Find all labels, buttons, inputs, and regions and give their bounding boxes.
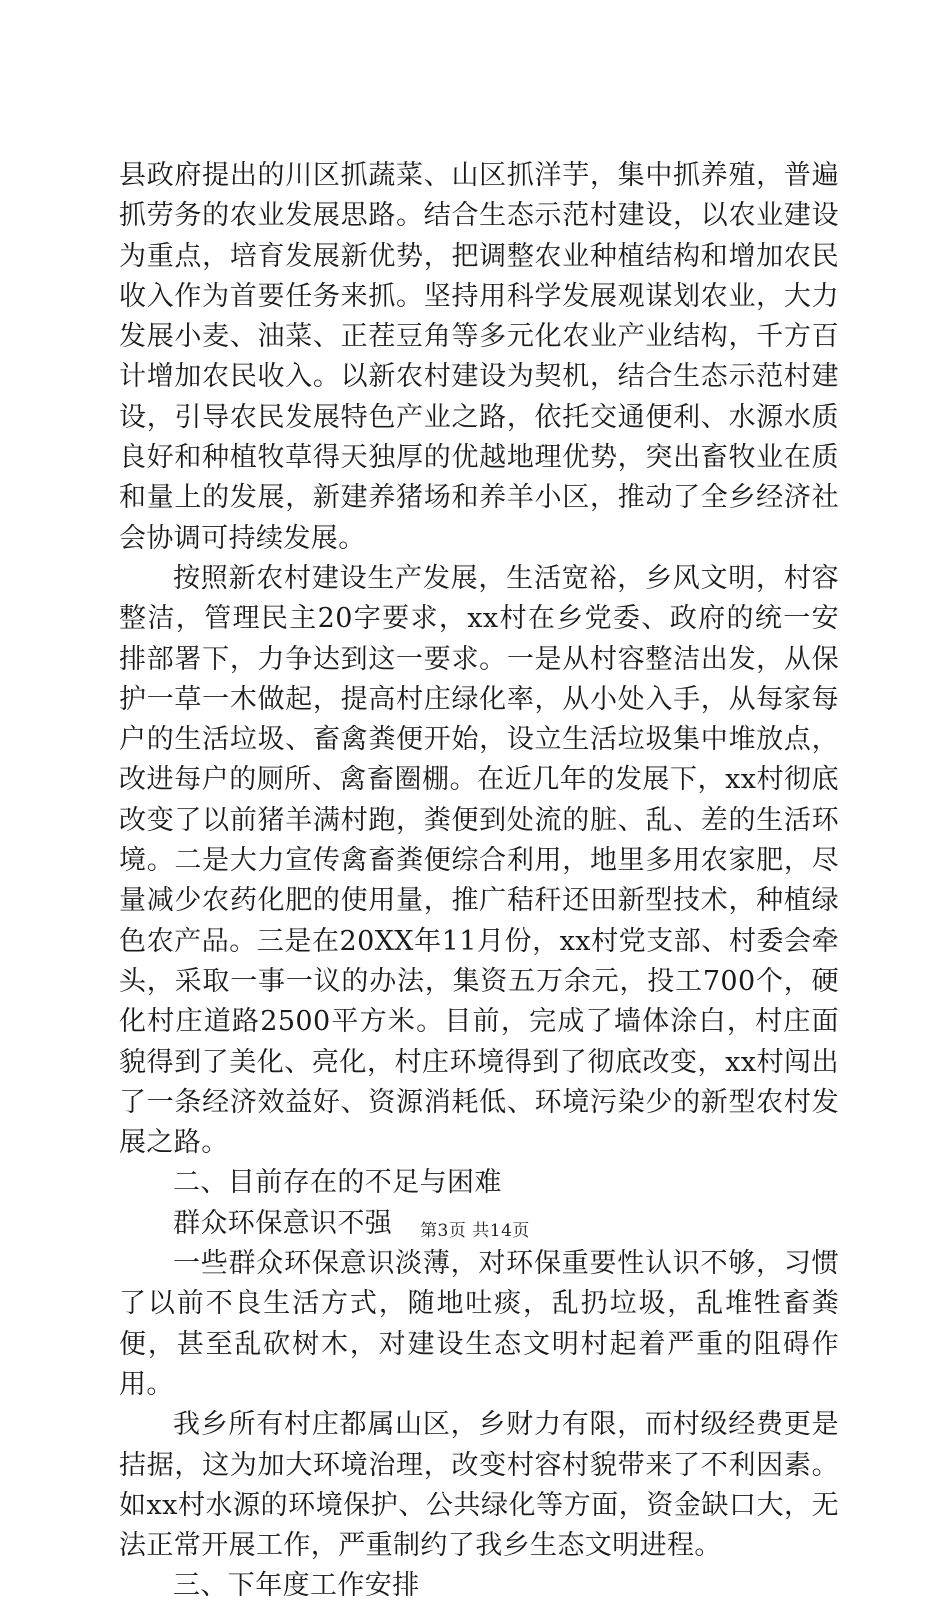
- section-heading-next-year: 三、下年度工作安排: [173, 1570, 420, 1602]
- paragraph-awareness: 一些群众环保意识淡薄，对环保重要性认识不够，习惯了以前不良生活方式，随地吐痰，乱扔垃圾，乱堆牲畜粪便，甚至乱砍树木，对建设生态文明村起着严重的阻碍作用。: [119, 1248, 839, 1400]
- paragraph-continued: 县政府提出的川区抓蔬菜、山区抓洋芋，集中抓养殖，普遍抓劳务的农业发展思路。结合生态示范村建设，以农业建设为重点，培育发展新优势，把调整农业种植结构和增加农民收入作为首要任务来抓。坚持用科学发展观谋划农业，大力发展小麦、油菜、正茬豆角等多元化农业产业结构，千方百计增加农民收入。以新农村建设为契机，结合生态示范村建设，引导农民发展特色产业之路，依托交通便利、水源水质良好和种植牧草得天独厚的优越地理优势，突出畜牧业在质和量上的发展，新建养猪场和养羊小区，推动了全乡经济社会协调可持续发展。: [119, 160, 839, 554]
- page-number-footer: 第3页 共14页: [420, 1221, 530, 1241]
- document-body: [119, 156, 839, 1607]
- subheading-awareness: 群众环保意识不强: [173, 1207, 393, 1239]
- section-heading-problems: 二、目前存在的不足与困难: [173, 1167, 502, 1199]
- paragraph-village-construction: 按照新农村建设生产发展，生活宽裕，乡风文明，村容整洁，管理民主20字要求，xx村在乡党委、政府的统一安排部署下，力争达到这一要求。一是从村容整洁出发，从保护一草一木做起，提高村庄绿化率，从小处入手，从每家每户的生活垃圾、畜禽粪便开始，设立生活垃圾集中堆放点，改进每户的厕所、禽畜圈棚。在近几年的发展下，xx村彻底改变了以前猪羊满村跑，粪便到处流的脏、乱、差的生活环境。二是大力宣传禽畜粪便综合利用，地里多用农家肥，尽量减少农药化肥的使用量，推广秸秆还田新型技术，种植绿色农产品。三是在20XX年11月份，xx村党支部、村委会牵头，采取一事一议的办法，集资五万余元，投工700个，硬化村庄道路2500平方米。目前，完成了墙体涂白，村庄面貌得到了美化、亮化，村庄环境得到了彻底改变，xx村闯出了一条经济效益好、资源消耗低、环境污染少的新型农村发展之路。: [119, 562, 839, 1159]
- paragraph-funding: 我乡所有村庄都属山区，乡财力有限，而村级经费更是拮据，这为加大环境治理，改变村容村貌带来了不利因素。如xx村水源的环境保护、公共绿化等方面，资金缺口大，无法正常开展工作，严重制约了我乡生态文明进程。: [119, 1409, 839, 1562]
